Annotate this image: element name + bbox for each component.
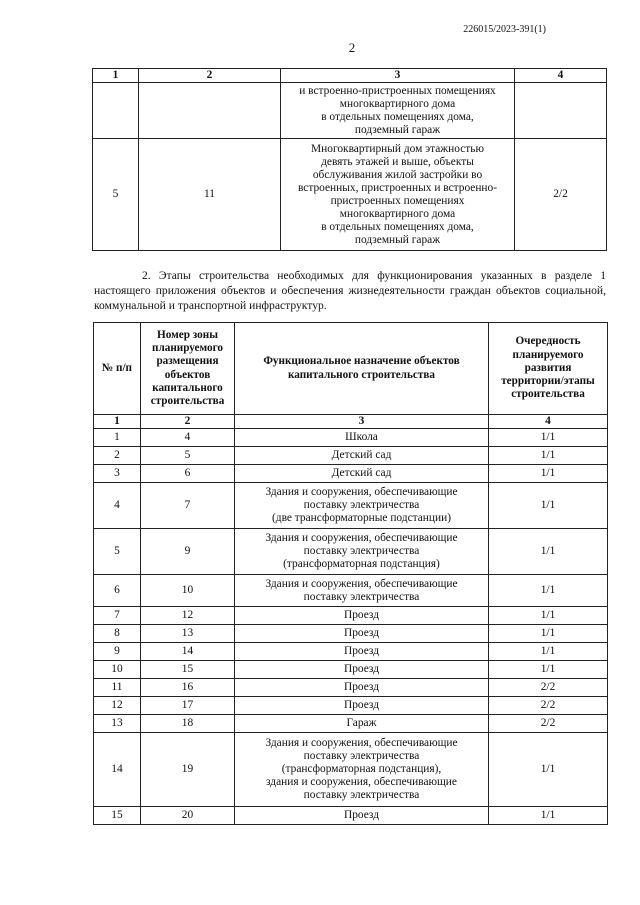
zone-cell: 10 <box>141 575 235 607</box>
zone-cell: 18 <box>141 715 235 733</box>
zone-cell: 17 <box>141 697 235 715</box>
table-row <box>94 643 608 661</box>
table1-header-cell: 1 <box>93 69 139 83</box>
table-row <box>94 625 608 643</box>
purpose-cell <box>235 447 489 465</box>
row-number-cell: 2 <box>94 447 141 465</box>
text-line: капитального <box>152 381 223 394</box>
text-line: Очередность <box>515 335 581 348</box>
zone-cell: 13 <box>141 625 235 643</box>
text-line: в отдельных помещениях дома, <box>321 110 474 123</box>
numbering-cell: 4 <box>489 415 608 429</box>
row-number-cell: 5 <box>94 529 141 575</box>
header-number: № п/п <box>94 323 141 415</box>
table-row <box>94 607 608 625</box>
purpose-cell <box>235 715 489 733</box>
text-line: строительства <box>511 388 585 401</box>
row-number-cell: 7 <box>94 607 141 625</box>
purpose-cell <box>235 465 489 483</box>
stage-cell: 1/1 <box>489 625 608 643</box>
zone-cell: 15 <box>141 661 235 679</box>
text-line: Детский сад <box>331 467 392 479</box>
purpose-cell <box>235 679 489 697</box>
stage-cell: 1/1 <box>489 465 608 483</box>
purpose-cell <box>235 429 489 447</box>
table2-numbering-row <box>94 415 608 429</box>
row-number-cell: 9 <box>94 643 141 661</box>
text-line: девять этажей и выше, объекты <box>321 155 474 168</box>
table-row <box>94 715 608 733</box>
text-line: многоквартирного дома <box>339 97 456 110</box>
row-number-cell: 1 <box>94 429 141 447</box>
stage-cell: 1/1 <box>489 733 608 807</box>
text-line: Многоквартирный дом этажностью <box>311 142 484 155</box>
row-number-cell: 10 <box>94 661 141 679</box>
row-number-cell: 4 <box>94 483 141 529</box>
text-line: встроенных, пристроенных и встроенно- <box>297 181 498 194</box>
table1-cell <box>515 83 607 139</box>
text-line: строительства <box>150 394 225 407</box>
table1-row <box>93 83 607 139</box>
table1-zone-cell: 11 <box>139 139 281 251</box>
text-line: Здания и сооружения, обеспечивающие <box>265 737 458 749</box>
row-number-cell: 11 <box>94 679 141 697</box>
purpose-cell <box>235 733 489 807</box>
text-line: поставку электричества <box>303 499 420 511</box>
purpose-cell <box>235 607 489 625</box>
text-line: (две трансформаторные подстанции) <box>272 512 451 524</box>
table1-number-cell: 5 <box>93 139 139 251</box>
stage-cell: 1/1 <box>489 607 608 625</box>
text-line: здания и сооружения, обеспечивающие <box>266 776 457 788</box>
stage-cell: 1/1 <box>489 429 608 447</box>
text-line: Проезд <box>343 609 380 621</box>
stage-cell: 1/1 <box>489 529 608 575</box>
purpose-cell <box>235 807 489 825</box>
stage-cell: 1/1 <box>489 643 608 661</box>
text-line: размещения <box>156 355 219 368</box>
text-line: Проезд <box>343 809 380 821</box>
stage-cell: 1/1 <box>489 661 608 679</box>
table-row <box>94 447 608 465</box>
text-line: (трансформаторная подстанция) <box>283 558 440 570</box>
table-row <box>94 807 608 825</box>
zone-cell: 19 <box>141 733 235 807</box>
numbering-cell: 1 <box>94 415 141 429</box>
numbering-cell: 3 <box>235 415 489 429</box>
text-line: Школа <box>345 431 378 443</box>
table-row <box>94 465 608 483</box>
table1-purpose-cell <box>281 139 515 251</box>
zone-cell: 14 <box>141 643 235 661</box>
text-line: развития <box>524 361 572 374</box>
stage-cell: 1/1 <box>489 483 608 529</box>
text-line: пристроенных помещениях <box>330 194 465 207</box>
construction-stages-table <box>93 322 608 825</box>
row-number-cell: 13 <box>94 715 141 733</box>
zone-cell: 20 <box>141 807 235 825</box>
stage-cell: 1/1 <box>489 447 608 465</box>
text-line: Проезд <box>343 627 380 639</box>
purpose-cell <box>235 643 489 661</box>
table1-header-cell: 4 <box>515 69 607 83</box>
text-line: Проезд <box>343 681 380 693</box>
table1-stage-cell: 2/2 <box>515 139 607 251</box>
text-line: территории/этапы <box>501 375 595 388</box>
table2-body <box>94 429 608 825</box>
text-line: Гараж <box>346 717 377 729</box>
stage-cell: 1/1 <box>489 575 608 607</box>
table-row <box>94 429 608 447</box>
numbering-cell: 2 <box>141 415 235 429</box>
text-line: Проезд <box>343 699 380 711</box>
text-line: и встроенно-пристроенных помещениях <box>299 84 496 97</box>
zone-cell: 7 <box>141 483 235 529</box>
table2-header-row <box>94 323 608 415</box>
header-zone <box>141 323 235 415</box>
row-number-cell: 15 <box>94 807 141 825</box>
text-line: Проезд <box>343 663 380 675</box>
text-line: поставку электричества <box>303 590 420 603</box>
paragraph: 2. Этапы строительства необходимых для функционирования указанных в разделе 1 настоящего приложения объектов и обеспечения жизнедеятельности граждан объектов социальной, коммунальной и транспортной инфраструктур. <box>94 269 606 312</box>
table-row <box>94 529 608 575</box>
stage-cell: 2/2 <box>489 679 608 697</box>
zone-cell: 6 <box>141 465 235 483</box>
text-line: Номер зоны <box>157 328 218 341</box>
purpose-cell <box>235 661 489 679</box>
purpose-cell <box>235 529 489 575</box>
purpose-cell <box>235 575 489 607</box>
page-number: 2 <box>348 40 356 55</box>
text-line: Детский сад <box>331 449 392 461</box>
zone-cell: 5 <box>141 447 235 465</box>
text-line: многоквартирного дома <box>339 207 456 220</box>
text-line: Здания и сооружения, обеспечивающие <box>265 577 458 590</box>
table1-purpose-cell <box>281 83 515 139</box>
header-purpose <box>235 323 489 415</box>
text-line: планируемого <box>152 342 223 355</box>
table-row <box>94 575 608 607</box>
zone-cell: 12 <box>141 607 235 625</box>
text-line: поставку электричества <box>303 789 420 801</box>
table-continued <box>92 68 607 251</box>
zone-cell: 4 <box>141 429 235 447</box>
stage-cell: 1/1 <box>489 807 608 825</box>
row-number-cell: 6 <box>94 575 141 607</box>
table1-header-cell: 3 <box>281 69 515 83</box>
table1-cell <box>139 83 281 139</box>
text-line: планируемого <box>512 348 584 361</box>
row-number-cell: 8 <box>94 625 141 643</box>
text-line: Здания и сооружения, обеспечивающие <box>265 486 458 498</box>
table-row <box>94 733 608 807</box>
table1-header-row <box>93 69 607 83</box>
purpose-cell <box>235 483 489 529</box>
text-line: капитального строительства <box>288 368 435 381</box>
table-row <box>94 483 608 529</box>
zone-cell: 16 <box>141 679 235 697</box>
text-line: Здания и сооружения, обеспечивающие <box>265 532 458 544</box>
text-line: подземный гараж <box>354 123 441 136</box>
row-number-cell: 14 <box>94 733 141 807</box>
table-row <box>94 679 608 697</box>
row-number-cell: 3 <box>94 465 141 483</box>
text-line: Функциональное назначение объектов <box>263 355 460 368</box>
zone-cell: 9 <box>141 529 235 575</box>
document-code: 226015/2023-391(1) <box>463 24 546 35</box>
text-line: (трансформаторная подстанция), <box>281 763 442 775</box>
table-row <box>94 661 608 679</box>
table-row <box>94 697 608 715</box>
row-number-cell: 12 <box>94 697 141 715</box>
text-line: объектов <box>164 368 211 381</box>
purpose-cell <box>235 625 489 643</box>
table1-header-cell: 2 <box>139 69 281 83</box>
stage-cell: 2/2 <box>489 715 608 733</box>
stage-cell: 2/2 <box>489 697 608 715</box>
text-line: поставку электричества <box>303 545 420 557</box>
table1-cell <box>93 83 139 139</box>
purpose-cell <box>235 697 489 715</box>
header-stage <box>489 323 608 415</box>
text-line: обслуживания жилой застройки во <box>312 168 483 181</box>
table1-row <box>93 139 607 251</box>
text-line: подземный гараж <box>354 233 441 246</box>
text-line: в отдельных помещениях дома, <box>321 220 474 233</box>
text-line: Проезд <box>343 645 380 657</box>
text-line: поставку электричества <box>303 750 420 762</box>
